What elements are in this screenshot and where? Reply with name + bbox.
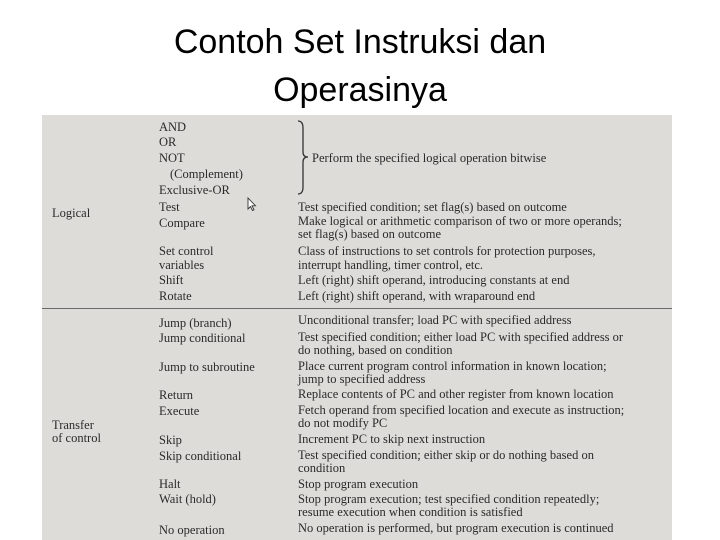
desc-halt: Stop program execution (298, 477, 419, 491)
instr-no-operation: No operation (159, 523, 225, 537)
desc-jump-subroutine-1: Place current program control information in known location; (298, 359, 607, 373)
mouse-pointer-icon (247, 197, 257, 211)
instr-jump-subroutine: Jump to subroutine (159, 360, 255, 374)
instr-jump: Jump (branch) (159, 316, 232, 330)
instr-test: Test (159, 200, 180, 214)
group-transfer: Transfer (52, 418, 94, 432)
desc-execute-2: do not modify PC (298, 416, 388, 430)
instr-execute: Execute (159, 404, 200, 418)
instr-variables: variables (159, 258, 205, 272)
slide-title (0, 18, 720, 114)
instr-compare: Compare (159, 216, 205, 230)
group-logical: Logical (52, 206, 91, 220)
title-line-2: Operasinya (273, 71, 447, 109)
instruction-table-image (42, 115, 672, 540)
desc-wait-2: resume execution when condition is satisfied (298, 505, 523, 519)
desc-logical-bitwise: Perform the specified logical operation bitwise (312, 151, 547, 165)
instr-not: NOT (159, 151, 185, 165)
desc-set-control-1: Class of instructions to set controls for protection purposes, (298, 244, 596, 258)
instr-return: Return (159, 388, 194, 402)
desc-shift: Left (right) shift operand, introducing constants at end (298, 273, 570, 287)
desc-set-control-2: interrupt handling, timer control, etc. (298, 258, 484, 272)
curly-brace-icon (297, 120, 309, 195)
desc-compare-1: Make logical or arithmetic comparison of two or more operands; (298, 214, 622, 228)
desc-jump-subroutine-2: jump to specified address (298, 372, 426, 386)
title-line-1: Contoh Set Instruksi dan (173, 23, 547, 61)
desc-skip: Increment PC to skip next instruction (298, 432, 486, 446)
desc-jump: Unconditional transfer; load PC with specified address (298, 313, 572, 327)
section-divider (42, 308, 672, 309)
desc-skip-conditional-1: Test specified condition; either skip or do nothing based on (298, 448, 594, 462)
instr-halt: Halt (159, 477, 181, 491)
desc-test: Test specified condition; set flag(s) based on outcome (298, 200, 567, 214)
desc-return: Replace contents of PC and other register from known location (298, 387, 614, 401)
instr-skip-conditional: Skip conditional (159, 449, 242, 463)
instr-and: AND (159, 120, 187, 134)
instr-rotate: Rotate (159, 289, 192, 303)
desc-skip-conditional-2: condition (298, 461, 346, 475)
instr-shift: Shift (159, 273, 184, 287)
desc-compare-2: set flag(s) based on outcome (298, 227, 442, 241)
desc-jump-conditional-2: do nothing, based on condition (298, 343, 453, 357)
desc-execute-1: Fetch operand from specified location and execute as instruction; (298, 403, 625, 417)
instr-or: OR (159, 135, 177, 149)
group-transfer-of-control: of control (52, 431, 101, 445)
instr-set-control: Set control (159, 244, 214, 258)
desc-rotate: Left (right) shift operand, with wraparound end (298, 289, 536, 303)
desc-wait-1: Stop program execution; test specified condition repeatedly; (298, 492, 600, 506)
instr-xor: Exclusive-OR (159, 183, 230, 197)
desc-no-operation: No operation is performed, but program execution is continued (298, 521, 614, 535)
instr-skip: Skip (159, 433, 182, 447)
desc-jump-conditional-1: Test specified condition; either load PC with specified address or (298, 330, 624, 344)
instr-complement: (Complement) (170, 167, 243, 181)
instr-jump-conditional: Jump conditional (159, 331, 246, 345)
instr-wait: Wait (hold) (159, 492, 216, 506)
